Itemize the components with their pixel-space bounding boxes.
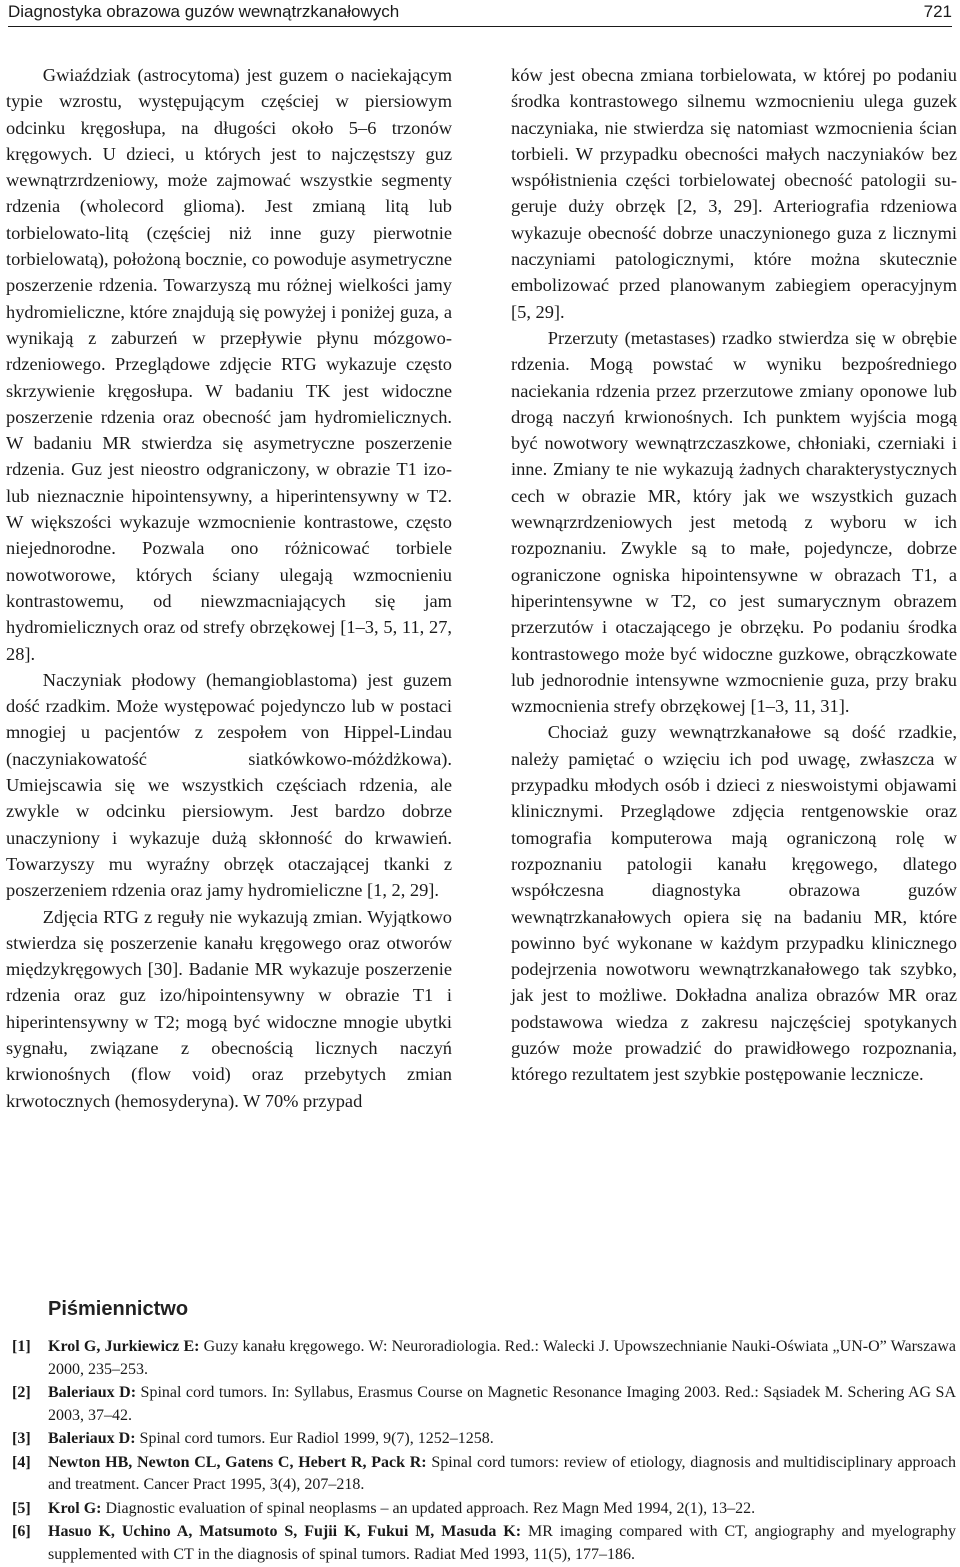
right-column-paragraph: Przerzuty (metastases) rzadko stwierdza się w obrębie rdzenia. Mogą powstać w wyniku bezpośredniego naciekania rdzenia przez przerzutowe zmiany oponowe lub drogą naczyń krwionośnych. Ich punktem wyjścia mogą być nowotwory wewnątrzczaszkowe, chłoniaki, czerniaki i inne. Zmiany te nie wykazują żadnych charakterystycznych cech w obrazie MR, który jak we wszystkich guzach wewnąrzrdzeniowych jest metodą z wyboru w ich rozpoznaniu. Zwykle są to małe, pojedyncze, dobrze ograniczone ogniska hipointensywne w obrazach T1, a hiperintensywne w T2, co jest sumarycznym obrazem przerzutów i otaczającego je obrzęku. Po podaniu środka kontrastowego może być widoczne guzkowe, obrączkowate lub jednorodnie intensywne wzmocnienie guza, przy braku wzmocnienia strefy obrzękowej [1–3, 11, 31]. (511, 327, 957, 717)
reference-item (8, 1521, 956, 1566)
reference-authors: Krol G: (48, 1499, 102, 1517)
reference-number: [2] (12, 1384, 31, 1401)
reference-authors: Krol G, Jurkiewicz E: (48, 1338, 200, 1355)
reference-text: Spinal cord tumors. In: Syllabus, Erasmus Course on Magnetic Resonance Imaging 2003. Red.: Sąsiadek M. Schering AG SA 2003, 37–42. (48, 1384, 956, 1424)
reference-authors: Hasuo K, Uchino A, Matsumoto S, Fujii K, Fukui M, Masuda K: (48, 1523, 522, 1540)
reference-authors: Newton HB, Newton CL, Gatens C, Hebert R, Pack R: (48, 1453, 427, 1471)
reference-number: [4] (12, 1453, 31, 1471)
reference-item (8, 1428, 956, 1451)
reference-item (8, 1336, 956, 1381)
reference-number: [6] (12, 1523, 31, 1540)
reference-text: Spinal cord tumors. Eur Radiol 1999, 9(7), 1252–1258. (139, 1430, 494, 1447)
left-column-paragraph: Gwiaździak (astrocytoma) jest guzem o naciekającym typie wzrostu, występującym częściej w piersiowym odcinku kręgosłupa, na długości około 5–6 trzonów kręgowych. U dzieci, u których jest to najczęstszy guz wewnątrzrdzeniowy, może zajmować wszystkie segmenty rdzenia (wholecord glioma). Jest zmianą litą lub torbielowato-litą (częściej niż inne guzy pierwotnie torbielowatą), położoną bocznie, co powoduje asymetryczne poszerzenie rdzenia. Towarzyszą mu różnej wielkości jamy hydromieliczne, które znajdują się powyżej i poniżej guza, a wynikają z zaburzeń w przepływie płynu mózgowo-rdzeniowego. Przeglądowe zdjęcie RTG wykazuje często skrzywienie kręgosłupa. W badaniu TK jest widoczne poszerzenie rdzenia oraz obecność jam hydromielicznych. W badaniu MR stwierdza się asymetryczne poszerzenie rdzenia. Guz jest nieostro odgraniczony, w obrazie T1 izo- lub nieznacznie hipointensywny, a hiperintensywny w T2. W większości wykazuje wzmocnienie kontrastowe, często niejednorodne. Pozwala ono różnicować torbiele nowotworowe, których ściany ulegają wzmocnieniu kontrastowemu, od niewzmacniających się jam hydromielicznych oraz od strefy obrzękowej [1–3, 5, 11, 27, 28]. (6, 65, 452, 664)
right-column (511, 62, 957, 1088)
reference-number: [5] (12, 1499, 31, 1517)
reference-number: [1] (12, 1338, 31, 1355)
references-list (8, 1336, 956, 1567)
references-title: Piśmiennictwo (48, 1298, 189, 1320)
reference-text: Spinal cord tumors: review of etiology, diagnosis and multidisciplinary approach and treatment. Cancer Pract 1995, 3(4), 207–218. (48, 1453, 957, 1493)
reference-authors: Baleriaux D: (48, 1430, 136, 1447)
running-title: Diagnostyka obrazowa guzów wewnątrzkanałowych (8, 2, 400, 21)
page-number: 721 (923, 2, 952, 21)
reference-authors: Baleriaux D: (48, 1384, 137, 1401)
reference-item (8, 1382, 956, 1427)
left-column (6, 62, 452, 1114)
right-column-paragraph: Chociaż guzy wewnątrzkanałowe są dość rzadkie, należy pamiętać o wzięciu ich pod uwagę, zwłaszcza w przypadku młodych osób i dzieci z nieswoistymi objawami klinicznymi. Przeglądowe zdjęcia rentgenowskie oraz tomografia komputerowa mają ograniczoną rolę w rozpoznaniu patologii kanału kręgowego, dlatego współczesna diagnostyka obrazowa guzów wewnątrzkanałowych opiera się na badaniu MR, które powinno być wykonane w każdym przypadku klinicznego podejrzenia nowotworu wewnątrzkanałowego tak szybko, jak jest to możliwe. Dokładna analiza obrazów MR oraz podstawowa wiedza z zakresu najczęściej spotykanych guzów może prowadzić do prawidłowego rozpoznania, którego rezultatem jest szybkie postępowanie lecznicze. (511, 722, 957, 1085)
left-column-paragraph: Zdjęcia RTG z reguły nie wykazują zmian. Wyjątkowo stwierdza się poszerzenie kanału kręgowego oraz otworów międzykręgowych [30]. Badanie MR wykazuje poszerzenie rdzenia oraz guz izo/hipointensywny w obrazie T1 i hiperintensywny w T2; mogą być widoczne mnogie ubytki sygnału, związane z obecnością licznych naczyń krwionośnych (flow void) oraz przebytych zmian krwotocznych (hemosyderyna). W 70% przypad (6, 906, 452, 1111)
reference-item (8, 1452, 956, 1497)
reference-item (8, 1498, 956, 1521)
reference-number: [3] (12, 1430, 31, 1447)
running-header (8, 0, 952, 27)
left-column-paragraph: Naczyniak płodowy (hemangioblastoma) jest guzem dość rzadkim. Może występować pojedynczo lub w postaci mnogiej u pacjentów z zespołem von Hippel-Lindau (naczyniakowatość siatkówkowo-móżdżkowa). Umiejscawia się we wszystkich częściach rdzenia, ale zwykle w odcinku piersiowym. Jest bardzo dobrze unaczyniony i wykazuje dużą skłonność do krwawień. Towarzyszy mu wyraźny obrzęk otaczającej tkanki z poszerzeniem rdzenia oraz jamy hydromieliczne [1, 2, 29]. (6, 669, 452, 901)
reference-text: Diagnostic evaluation of spinal neoplasms – an updated approach. Rez Magn Med 1994, 2(1), 13–22. (105, 1499, 756, 1517)
right-column-paragraph: ków jest obecna zmiana torbielowata, w której po podaniu środka kontrastowego silnemu wzmocnieniu ulega guzek naczyniaka, nie stwierdza się natomiast wzmocnienia ścian torbieli. W przypadku obecności małych naczyniaków bez współistnienia części torbielowatej obecność patologii sugeruje duży obrzęk [2, 3, 29]. Arteriografia rdzeniowa wykazuje obecność dobrze unaczynionego guza z licznymi naczyniami patologicznymi, które można skutecznie embolizować przed planowanym zabiegiem operacyjnym [5, 29]. (511, 65, 957, 322)
reference-text: MR imaging compared with CT, angiography and myelography supplemented with CT in the diagnosis of spinal tumors. Radiat Med 1993, 11(5), 177–186. (48, 1523, 957, 1563)
reference-text: Guzy kanału kręgowego. W: Neuroradiologia. Red.: Walecki J. Upowszechnianie Nauki-Oświata „UN-O” Warszawa 2000, 235–253. (48, 1338, 956, 1378)
